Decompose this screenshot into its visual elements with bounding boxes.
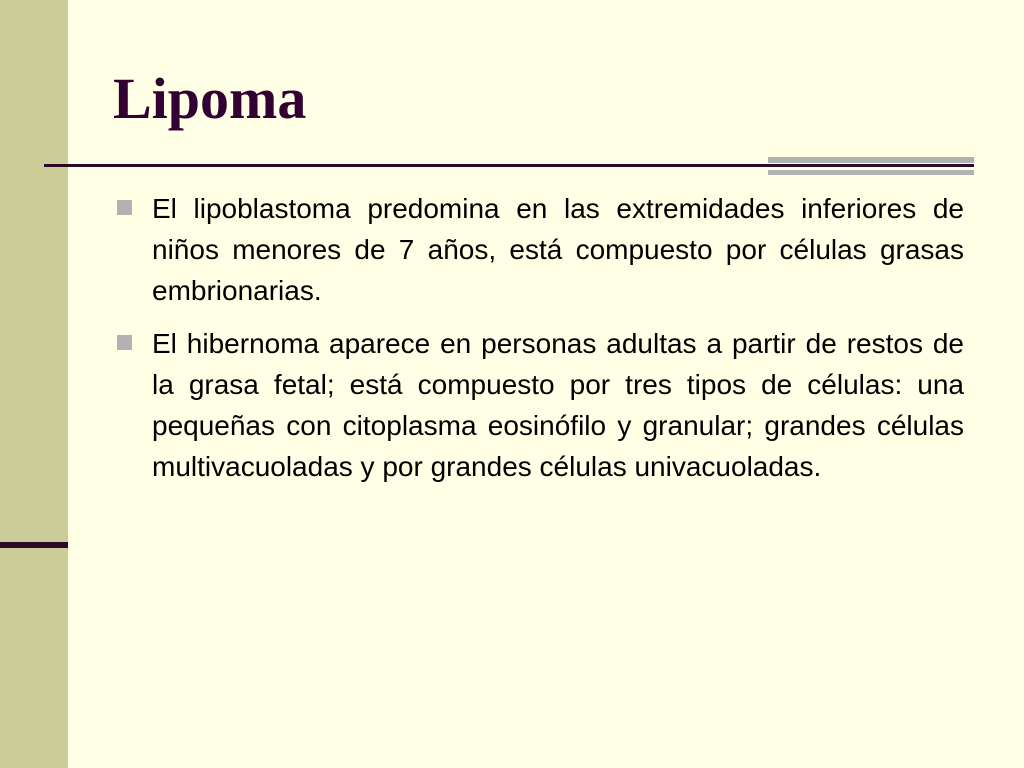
title-divider-accent-upper xyxy=(768,157,974,163)
left-band-accent-bar xyxy=(0,542,68,548)
square-bullet-icon xyxy=(117,335,132,350)
title-divider-line xyxy=(44,164,974,167)
slide-title: Lipoma xyxy=(113,66,307,131)
bullet-text: El lipoblastoma predomina en las extremidades inferiores de niños menores de 7 años, está compuesto por células grasas embrionarias. xyxy=(152,193,964,306)
left-decorative-band xyxy=(0,0,68,768)
title-divider-accent-lower xyxy=(768,170,974,175)
bullet-text: El hibernoma aparece en personas adultas a partir de restos de la grasa fetal; está compuesto por tres tipos de células: una pequeñas con citoplasma eosinófilo y granular; grandes células multivacuoladas y por grandes células univacuoladas. xyxy=(152,328,964,482)
bullet-item xyxy=(116,188,964,311)
bullet-item xyxy=(116,323,964,487)
square-bullet-icon xyxy=(117,200,132,215)
bullet-list xyxy=(116,188,964,499)
